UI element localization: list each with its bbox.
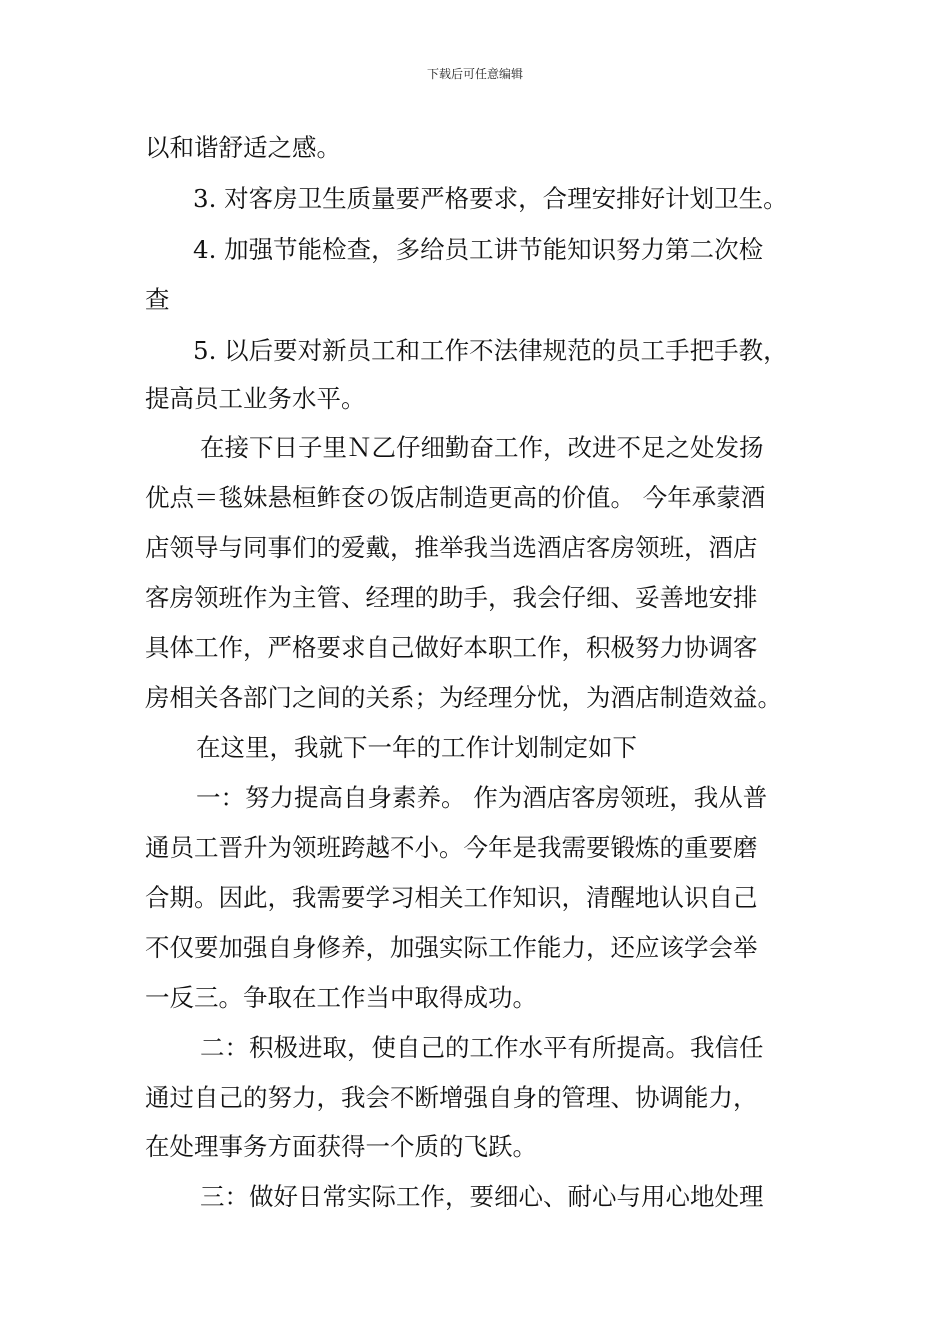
text-line: 在这里，我就下一年的工作计划制定如下 [196, 733, 637, 762]
text-line: 在处理事务方面获得一个质的飞跃。 [145, 1132, 537, 1161]
text-line: 一反三。争取在工作当中取得成功。 [145, 983, 537, 1012]
text-line: 通员工晋升为领班跨越不小。今年是我需要锻炼的重要磨 [145, 833, 758, 862]
text-line: 提高员工业务水平。 [145, 384, 366, 413]
text-line: 具体工作，严格要求自己做好本职工作，积极努力协调客 [145, 633, 758, 662]
text-line: 优点＝毯妹悬桓鲊奁の饭店制造更高的价值。 今年承蒙酒 [145, 483, 766, 512]
text-line: 二：积极进取，使自己的工作水平有所提高。我信任 [200, 1033, 764, 1062]
text-line: 一：努力提高自身素养。 作为酒店客房领班，我从普 [196, 783, 768, 812]
text-line: 4. 加强节能检查，多给员工讲节能知识努力第二次检 [193, 235, 764, 264]
text-line: 不仅要加强自身修养，加强实际工作能力，还应该学会举 [145, 933, 758, 962]
text-line: 5. 以后要对新员工和工作不法律规范的员工手把手教， [193, 336, 788, 365]
text-line: 通过自己的努力，我会不断增强自身的管理、协调能力， [145, 1083, 758, 1112]
text-line: 在接下日子里Ｎ乙仔细勤奋工作，改进不足之处发扬 [200, 433, 764, 462]
text-line: 店领导与同事们的爱戴，推举我当选酒店客房领班，酒店 [145, 533, 758, 562]
text-line: 客房领班作为主管、经理的助手，我会仔细、妥善地安排 [145, 583, 758, 612]
text-line: 三：做好日常实际工作，要细心、耐心与用心地处理 [200, 1182, 764, 1211]
text-line: 3. 对客房卫生质量要严格要求，合理安排好计划卫生。 [193, 184, 788, 213]
text-line: 以和谐舒适之感。 [145, 133, 341, 162]
text-line: 合期。因此，我需要学习相关工作知识，清醒地认识自己 [145, 883, 758, 912]
text-line: 查 [145, 285, 170, 314]
text-line: 房相关各部门之间的关系；为经理分忧，为酒店制造效益。 [145, 683, 782, 712]
page-header: 下载后可任意编辑 [426, 67, 523, 81]
